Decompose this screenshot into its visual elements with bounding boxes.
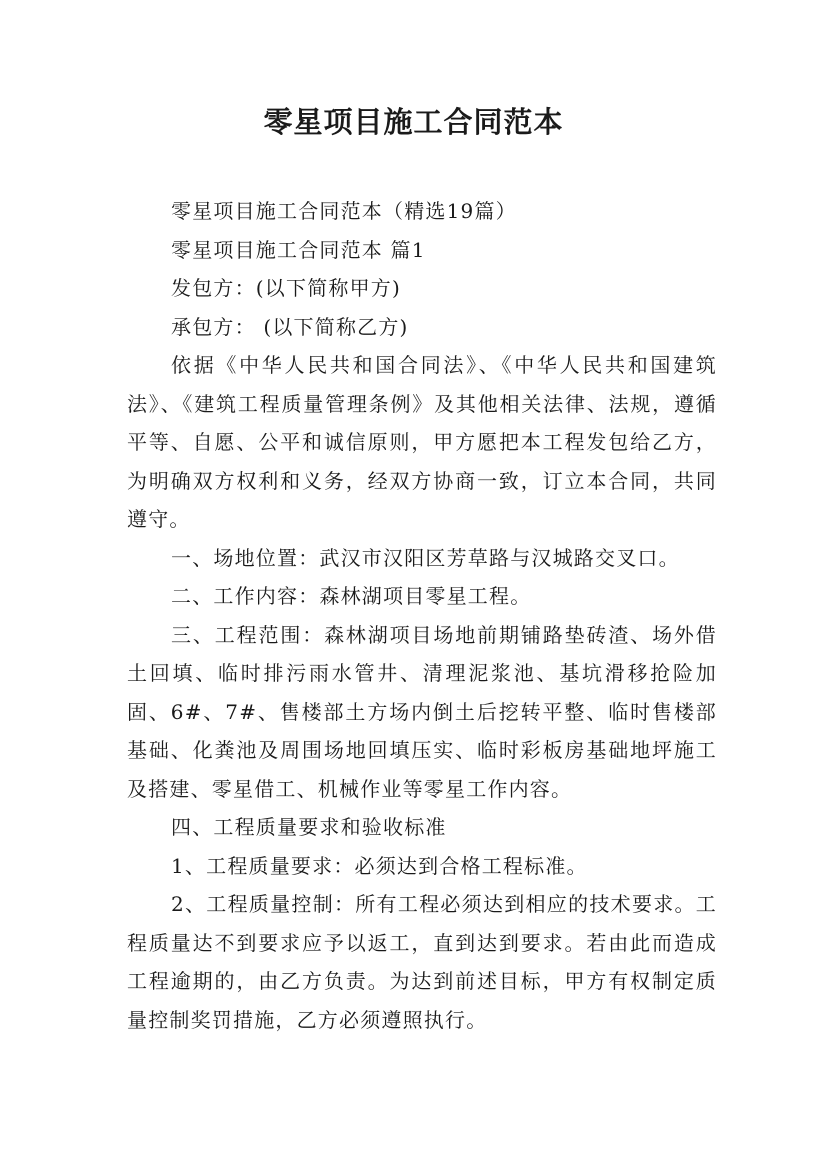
document-title: 零星项目施工合同范本: [263, 105, 564, 139]
paragraph-work-content: 二、工作内容：森林湖项目零星工程。: [171, 584, 532, 608]
paragraph-section-heading: 零星项目施工合同范本 篇1: [171, 237, 426, 262]
paragraph-quality-heading: 四、工程质量要求和验收标准: [171, 815, 447, 839]
paragraph-collection-heading: 零星项目施工合同范本（精选19篇）: [171, 199, 517, 223]
document-body: [127, 192, 717, 1039]
paragraph-party-a: 发包方：(以下简称甲方): [171, 276, 402, 300]
paragraph-quality-requirement: 1、工程质量要求：必须达到合格工程标准。: [171, 853, 588, 878]
paragraph-site-location: 一、场地位置：武汉市汉阳区芳草路与汉城路交叉口。: [171, 545, 680, 570]
paragraph-party-b: 承包方： (以下简称乙方): [171, 314, 409, 339]
paragraph-preamble: 依据《中华人民共和国合同法》、《中华人民共和国建筑法》、《建筑工程质量管理条例》及其他相关法律、法规，遵循平等、自愿、公平和诚信原则，甲方愿把本工程发包给乙方，为明确双方权利和义务，经双方协商一致，订立本合同，共同遵守。: [127, 353, 717, 531]
paragraph-quality-control: 2、工程质量控制：所有工程必须达到相应的技术要求。工程质量达不到要求应予以返工，直到达到要求。若由此而造成工程逾期的，由乙方负责。为达到前述目标，甲方有权制定质量控制奖罚措施，乙方必须遵照执行。: [127, 892, 717, 1032]
paragraph-work-scope: 三、工程范围：森林湖项目场地前期铺路垫砖渣、场外借土回填、临时排污雨水管井、清理泥浆池、基坑滑移抢险加固、6#、7#、售楼部土方场内倒土后挖转平整、临时售楼部基础、化粪池及周围场地回填压实、临时彩板房基础地坪施工及搭建、零星借工、机械作业等零星工作内容。: [127, 622, 717, 801]
